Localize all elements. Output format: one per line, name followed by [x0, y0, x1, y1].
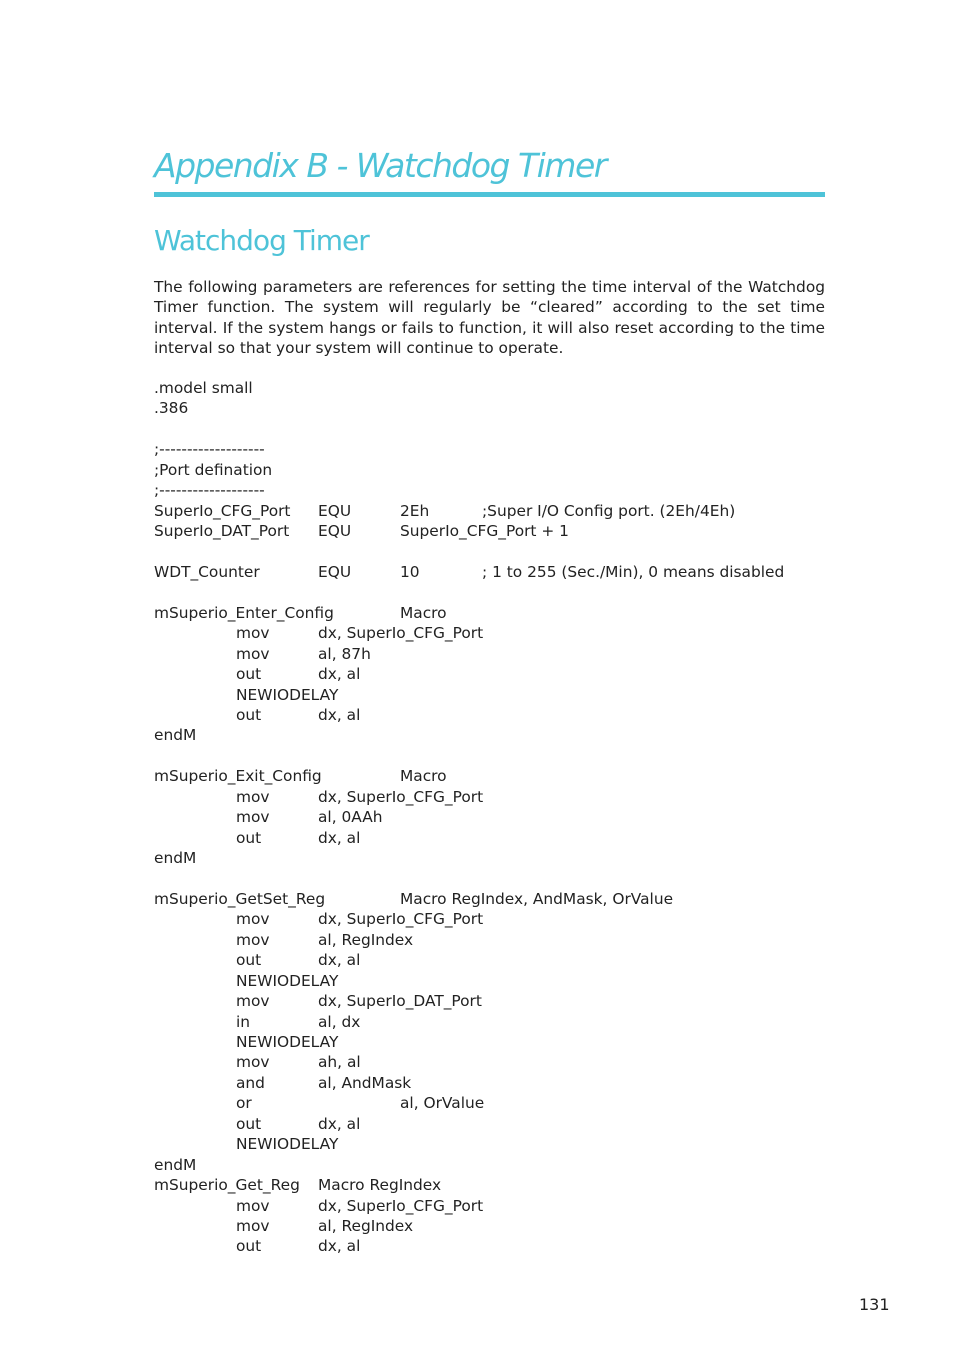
- instruction-line: [154, 930, 854, 950]
- code-line: [154, 1155, 854, 1175]
- instruction-line: [154, 644, 854, 664]
- instruction-op: NEWIODELAY: [236, 1033, 339, 1051]
- page-number: 131: [859, 1295, 890, 1314]
- section-title: Watchdog Timer: [154, 224, 369, 257]
- macro-header: [154, 889, 854, 909]
- instruction-op: mov: [236, 644, 270, 663]
- equ-name: SuperIo_CFG_Port: [154, 501, 291, 520]
- instruction-line: [154, 1012, 854, 1032]
- instruction-line: [154, 1093, 854, 1113]
- instruction-args: dx, al: [318, 828, 361, 847]
- comment-rule: ;-------------------: [154, 440, 265, 459]
- instruction-args: dx, al: [318, 1114, 361, 1133]
- instruction-op: out: [236, 706, 262, 724]
- instruction-line: [154, 909, 854, 929]
- instruction-args: dx, SuperIo_CFG_Port: [318, 787, 484, 806]
- macro-name: mSuperio_Exit_Config: [154, 767, 322, 786]
- macro-end: endM: [154, 726, 197, 745]
- instruction-args: al, 0AAh: [318, 808, 383, 827]
- instruction-op: and: [236, 1073, 265, 1092]
- instruction-args: dx, SuperIo_CFG_Port: [318, 910, 484, 929]
- equ-comment: ;Super I/O Config port. (2Eh/4Eh): [482, 501, 736, 520]
- instruction-op: NEWIODELAY: [236, 685, 339, 704]
- instruction-args: al, OrValue: [400, 1094, 485, 1113]
- comment-text: ;Port defination: [154, 460, 273, 479]
- code-text: .model small: [154, 379, 253, 397]
- instruction-args: dx, SuperIo_CFG_Port: [318, 624, 484, 643]
- instruction-line: [154, 950, 854, 970]
- macro-end: endM: [154, 849, 197, 868]
- instruction-op: mov: [236, 992, 270, 1011]
- instruction-args: ah, al: [318, 1053, 361, 1072]
- title-divider: [154, 192, 825, 197]
- instruction-op: in: [236, 1012, 251, 1031]
- instruction-op: NEWIODELAY: [236, 971, 339, 990]
- instruction-args: dx, al: [318, 1237, 361, 1256]
- instruction-line: [154, 623, 854, 643]
- equ-value: 10: [400, 562, 420, 581]
- macro-name: mSuperio_GetSet_Reg: [154, 889, 326, 908]
- instruction-op: mov: [236, 624, 270, 643]
- code-line: [154, 848, 854, 868]
- equ-line: [154, 501, 854, 521]
- equ-op: EQU: [318, 562, 352, 581]
- instruction-op: mov: [236, 910, 270, 929]
- macro-name: mSuperio_Enter_Config: [154, 603, 334, 622]
- instruction-line: [154, 664, 854, 684]
- macro-header: [154, 766, 854, 786]
- blank-line: [154, 582, 854, 602]
- instruction-args: dx, SuperIo_DAT_Port: [318, 992, 482, 1011]
- equ-value: SuperIo_CFG_Port + 1: [400, 522, 569, 541]
- instruction-line: [154, 1032, 854, 1052]
- instruction-op: or: [236, 1094, 252, 1113]
- macro-keyword: Macro RegIndex: [318, 1176, 442, 1195]
- equ-name: SuperIo_DAT_Port: [154, 522, 290, 541]
- code-line: [154, 480, 854, 500]
- instruction-args: dx, al: [318, 951, 361, 970]
- instruction-args: al, RegIndex: [318, 1216, 414, 1235]
- instruction-line: [154, 807, 854, 827]
- instruction-op: mov: [236, 808, 270, 827]
- instruction-args: dx, SuperIo_CFG_Port: [318, 1196, 484, 1215]
- equ-value: 2Eh: [400, 501, 430, 520]
- macro-keyword: Macro RegIndex, AndMask, OrValue: [400, 889, 674, 908]
- instruction-line: [154, 1114, 854, 1134]
- code-line: [154, 460, 854, 480]
- macro-keyword: Macro: [400, 767, 447, 786]
- instruction-op: mov: [236, 1196, 270, 1215]
- instruction-line: [154, 828, 854, 848]
- macro-header: [154, 603, 854, 623]
- instruction-line: [154, 991, 854, 1011]
- instruction-op: mov: [236, 787, 270, 806]
- instruction-line: [154, 1196, 854, 1216]
- instruction-op: mov: [236, 1053, 270, 1072]
- instruction-args: al, AndMask: [318, 1073, 412, 1092]
- instruction-op: out: [236, 1114, 262, 1133]
- macro-header: [154, 1175, 854, 1195]
- instruction-args: al, dx: [318, 1012, 361, 1031]
- code-line: [154, 725, 854, 745]
- macro-keyword: Macro: [400, 603, 447, 622]
- code-listing: [154, 378, 854, 1257]
- instruction-line: [154, 971, 854, 991]
- instruction-line: [154, 1052, 854, 1072]
- instruction-line: [154, 1073, 854, 1093]
- instruction-op: NEWIODELAY: [236, 1135, 339, 1154]
- code-line: [154, 398, 854, 418]
- instruction-line: [154, 1216, 854, 1236]
- blank-line: [154, 746, 854, 766]
- equ-line: [154, 521, 854, 541]
- equ-op: EQU: [318, 501, 352, 520]
- instruction-args: dx, al: [318, 665, 361, 684]
- instruction-op: mov: [236, 1216, 270, 1235]
- appendix-title: Appendix B - Watchdog Timer: [154, 146, 606, 185]
- instruction-args: al, 87h: [318, 644, 371, 663]
- blank-line: [154, 869, 854, 889]
- instruction-args: al, RegIndex: [318, 930, 414, 949]
- equ-line: [154, 562, 854, 582]
- instruction-line: [154, 1134, 854, 1154]
- instruction-line: [154, 1236, 854, 1256]
- instruction-op: out: [236, 665, 262, 684]
- blank-line: [154, 419, 854, 439]
- code-line: [154, 378, 854, 398]
- code-line: [154, 439, 854, 459]
- instruction-line: [154, 787, 854, 807]
- instruction-args: dx, al: [318, 706, 361, 724]
- instruction-line: [154, 685, 854, 705]
- instruction-op: out: [236, 1237, 262, 1256]
- equ-name: WDT_Counter: [154, 562, 260, 581]
- macro-end: endM: [154, 1155, 197, 1174]
- blank-line: [154, 542, 854, 562]
- instruction-op: out: [236, 828, 262, 847]
- instruction-line: [154, 705, 854, 725]
- instruction-op: out: [236, 951, 262, 970]
- intro-paragraph: The following parameters are references for setting the time interval of the Watchdog Timer function. The system will regularly be “cleared” according to the set time interval. If the system hangs or fails to function, it will also reset according to the time interval so that your system will continue to operate.: [154, 278, 825, 358]
- equ-op: EQU: [318, 522, 352, 541]
- equ-comment: ; 1 to 255 (Sec./Min), 0 means disabled: [482, 562, 785, 581]
- comment-rule: ;-------------------: [154, 481, 265, 500]
- macro-name: mSuperio_Get_Reg: [154, 1176, 300, 1195]
- instruction-op: mov: [236, 930, 270, 949]
- code-text: .386: [154, 399, 189, 418]
